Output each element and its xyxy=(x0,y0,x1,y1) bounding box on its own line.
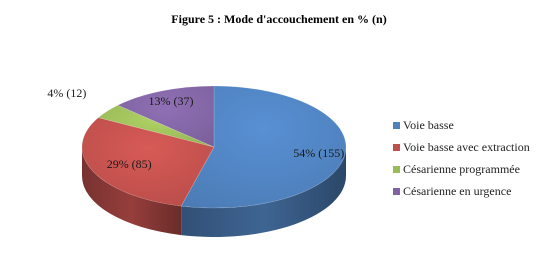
legend-label: Césarienne programmée xyxy=(403,162,520,176)
legend-swatch xyxy=(393,122,400,129)
data-label: 54% (155) xyxy=(293,146,345,161)
data-label: 13% (37) xyxy=(148,94,194,109)
legend-label: Voie basse avec extraction xyxy=(403,140,530,154)
legend-label: Voie basse xyxy=(403,118,454,132)
chart-title: Figure 5 : Mode d'accouchement en % (n) xyxy=(171,12,387,26)
legend-swatch xyxy=(393,144,400,151)
data-label: 4% (12) xyxy=(47,85,87,100)
data-label: 29% (85) xyxy=(106,157,152,171)
legend-swatch xyxy=(393,166,400,173)
legend-swatch xyxy=(393,188,400,195)
legend-label: Césarienne en urgence xyxy=(403,184,512,198)
